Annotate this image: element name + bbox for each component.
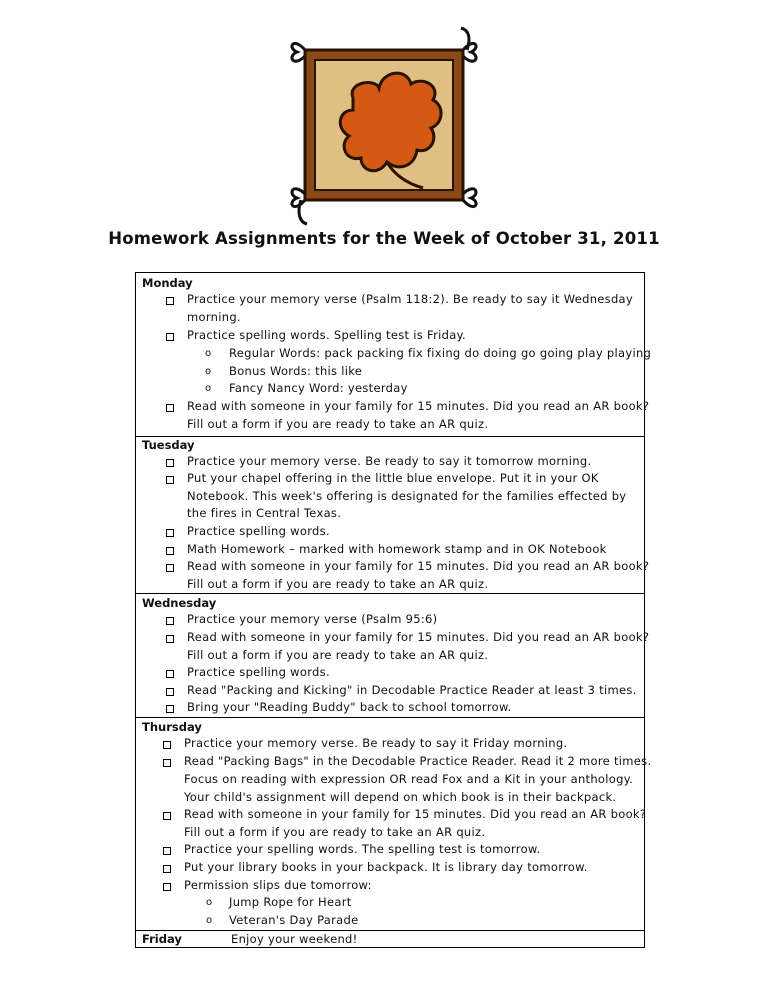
page-title: Homework Assignments for the Week of October 31, 2011 — [108, 229, 660, 248]
task-line: Read with someone in your family for 15 minutes. Did you read an AR book? — [187, 559, 650, 573]
checkbox[interactable] — [166, 635, 174, 643]
checkbox[interactable] — [163, 883, 171, 891]
task-line: Bonus Words: this like — [229, 364, 363, 378]
day-monday — [136, 273, 652, 437]
task-line: Practice your memory verse (Psalm 95:6) — [187, 612, 438, 626]
day-label-wednesday: Wednesday — [142, 596, 217, 610]
autumn-leaf-logo — [283, 26, 487, 230]
task-line: Your child's assignment will depend on which book is in their backpack. — [184, 790, 617, 804]
day-tuesday — [136, 437, 650, 594]
checkbox[interactable] — [166, 459, 174, 467]
task-line: Read "Packing and Kicking" in Decodable Practice Reader at least 3 times. — [187, 683, 637, 697]
task-line: Fill out a form if you are ready to take an AR quiz. — [187, 648, 489, 662]
task-line: Notebook. This week's offering is designated for the families effected by — [187, 489, 627, 503]
checkbox[interactable] — [166, 476, 174, 484]
checkbox[interactable] — [163, 865, 171, 873]
task-line: Math Homework – marked with homework stamp and in OK Notebook — [187, 542, 607, 556]
checkbox[interactable] — [166, 670, 174, 678]
checkbox[interactable] — [166, 705, 174, 713]
checkbox[interactable] — [166, 564, 174, 572]
task-line: Practice spelling words. Spelling test is Friday. — [187, 328, 467, 342]
day-thursday — [136, 718, 652, 931]
task-line: Read with someone in your family for 15 minutes. Did you read an AR book? — [187, 399, 650, 413]
sub-bullet: o — [205, 348, 212, 359]
sub-bullet: o — [205, 366, 212, 377]
task-line: Fill out a form if you are ready to take an AR quiz. — [184, 825, 486, 839]
day-label-monday: Monday — [142, 276, 193, 290]
task-line: Regular Words: pack packing fix fixing do doing go going play playing — [229, 346, 652, 360]
homework-table — [135, 272, 652, 948]
day-label-friday: Friday — [142, 932, 182, 946]
task-line: Bring your "Reading Buddy" back to school tomorrow. — [187, 700, 512, 714]
task-line: Read "Packing Bags" in the Decodable Practice Reader. Read it 2 more times. — [184, 754, 652, 768]
task-line: Permission slips due tomorrow: — [184, 878, 372, 892]
checkbox[interactable] — [166, 333, 174, 341]
checkbox[interactable] — [163, 812, 171, 820]
day-friday — [136, 931, 644, 949]
checkbox[interactable] — [166, 404, 174, 412]
task-line: Read with someone in your family for 15 minutes. Did you read an AR book? — [184, 807, 647, 821]
task-line: Put your chapel offering in the little blue envelope. Put it in your OK — [187, 471, 599, 485]
checkbox[interactable] — [166, 547, 174, 555]
task-line: Practice your spelling words. The spelling test is tomorrow. — [184, 842, 541, 856]
sub-bullet: o — [206, 915, 213, 926]
task-line: Read with someone in your family for 15 minutes. Did you read an AR book? — [187, 630, 650, 644]
task-line: Veteran's Day Parade — [229, 913, 359, 927]
day-label-thursday: Thursday — [142, 720, 202, 734]
day-wednesday — [136, 594, 650, 718]
task-line: morning. — [187, 310, 241, 324]
checkbox[interactable] — [163, 847, 171, 855]
task-line: Practice spelling words. — [187, 524, 330, 538]
task-line: Practice your memory verse. Be ready to say it tomorrow morning. — [187, 454, 592, 468]
task-line: Focus on reading with expression OR read Fox and a Kit in your anthology. — [184, 772, 634, 786]
task-line: Practice your memory verse. Be ready to say it Friday morning. — [184, 736, 568, 750]
sub-bullet: o — [205, 383, 212, 394]
checkbox[interactable] — [166, 529, 174, 537]
task-line: Jump Rope for Heart — [229, 895, 352, 909]
checkbox[interactable] — [163, 741, 171, 749]
task-line: Fancy Nancy Word: yesterday — [229, 381, 408, 395]
task-line: Fill out a form if you are ready to take an AR quiz. — [187, 577, 489, 591]
checkbox[interactable] — [166, 617, 174, 625]
task-line: Fill out a form if you are ready to take an AR quiz. — [187, 417, 489, 431]
sub-bullet: o — [206, 897, 213, 908]
task-line: Practice your memory verse (Psalm 118:2). Be ready to say it Wednesday — [187, 292, 634, 306]
task-line: the fires in Central Texas. — [187, 506, 342, 520]
checkbox[interactable] — [163, 759, 171, 767]
friday-note: Enjoy your weekend! — [231, 932, 358, 946]
task-line: Put your library books in your backpack. It is library day tomorrow. — [184, 860, 588, 874]
day-label-tuesday: Tuesday — [142, 438, 195, 452]
checkbox[interactable] — [166, 297, 174, 305]
task-line: Practice spelling words. — [187, 665, 330, 679]
checkbox[interactable] — [166, 688, 174, 696]
